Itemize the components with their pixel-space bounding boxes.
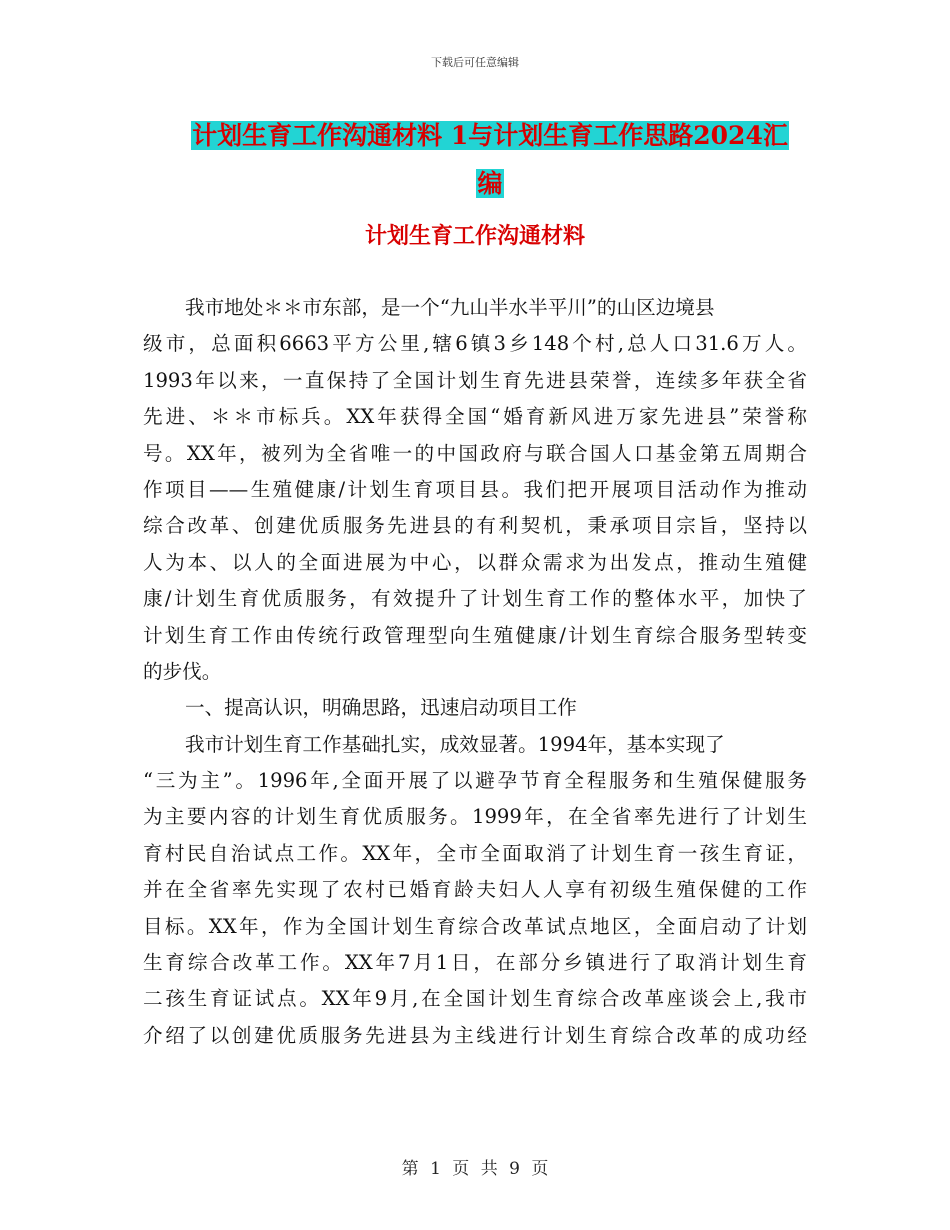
paragraph-line: 康/计划生育优质服务，有效提升了计划生育工作的整体水平，加快了 xyxy=(143,587,807,611)
header-note: 下载后可任意编辑 xyxy=(431,56,519,69)
paragraph-line: 我市计划生育工作基础扎实，成效显著。1994年，基本实现了 xyxy=(185,732,725,756)
paragraph-line: 1993年以来，一直保持了全国计划生育先进县荣誉，连续多年获全省 xyxy=(143,368,807,392)
paragraph-line: 的步伐。 xyxy=(143,659,222,683)
paragraph-line: 综合改革、创建优质服务先进县的有利契机，秉承项目宗旨，坚持以 xyxy=(143,514,807,538)
paragraph-line: 并在全省率先实现了农村已婚育龄夫妇人人享有初级生殖保健的工作 xyxy=(143,878,807,902)
paragraph-line: 二孩生育证试点。XX年9月,在全国计划生育综合改革座谈会上,我市 xyxy=(143,987,807,1011)
document-title-line-2: 编 xyxy=(477,169,503,198)
section-title: 计划生育工作沟通材料 xyxy=(364,223,585,249)
paragraph-line: 计划生育工作由传统行政管理型向生殖健康/计划生育综合服务型转变 xyxy=(143,623,807,647)
paragraph-line: 级市，总面积6663平方公里,辖6镇3乡148个村,总人口31.6万人。 xyxy=(143,332,807,356)
paragraph-line: 人为本、以人的全面进展为中心，以群众需求为出发点，推动生殖健 xyxy=(143,550,807,574)
paragraph-line: 我市地处＊＊市东部，是一个“九山半水半平川”的山区边境县 xyxy=(185,296,715,319)
document-title xyxy=(150,112,830,208)
paragraph-line: 作项目——生殖健康/计划生育项目县。我们把开展项目活动作为推动 xyxy=(143,477,807,501)
paragraph-line: 目标。XX年，作为全国计划生育综合改革试点地区，全面启动了计划 xyxy=(143,914,807,938)
paragraph-line: 号。XX年，被列为全省唯一的中国政府与联合国人口基金第五周期合 xyxy=(143,441,807,465)
paragraph-line: “三为主”。1996年,全面开展了以避孕节育全程服务和生殖保健服务 xyxy=(143,769,807,793)
paragraph-line: 育村民自治试点工作。XX年，全市全面取消了计划生育一孩生育证， xyxy=(143,841,807,865)
section-heading: 一、提高认识，明确思路，迅速启动项目工作 xyxy=(185,696,577,720)
paragraph-line: 生育综合改革工作。XX年7月1日，在部分乡镇进行了取消计划生育 xyxy=(143,951,807,975)
paragraph-line: 介绍了以创建优质服务先进县为主线进行计划生育综合改革的成功经 xyxy=(143,1023,807,1047)
body-text xyxy=(143,290,807,1054)
paragraph-line: 为主要内容的计划生育优质服务。1999年，在全省率先进行了计划生 xyxy=(143,805,807,829)
page-number-footer: 第 1 页 共 9 页 xyxy=(401,1159,549,1179)
document-title-line-1: 计划生育工作沟通材料 1与计划生育工作思路2024汇 xyxy=(192,121,788,150)
paragraph-line: 先进、＊＊市标兵。XX年获得全国“婚育新风进万家先进县”荣誉称 xyxy=(143,405,807,429)
